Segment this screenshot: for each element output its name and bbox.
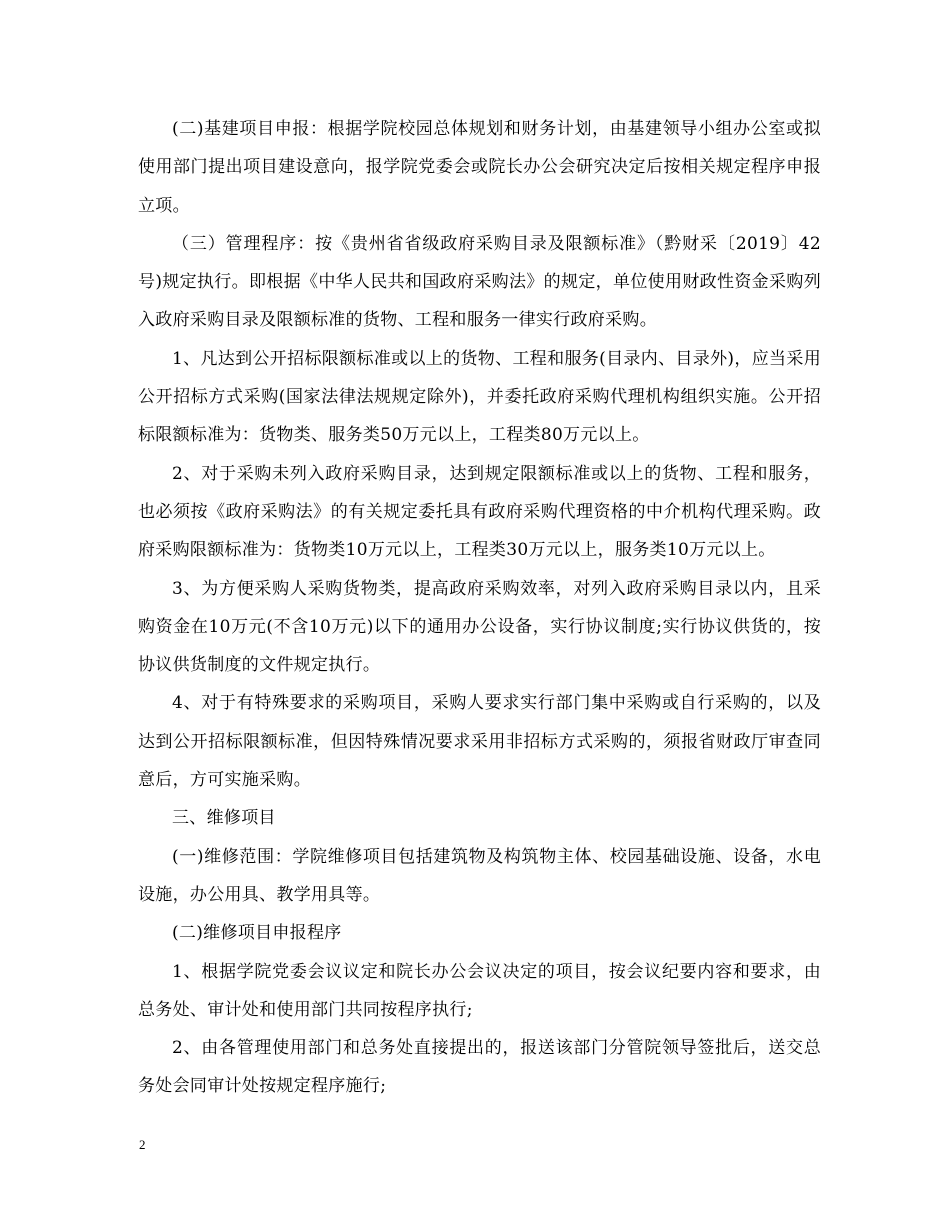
document-body xyxy=(138,110,821,1106)
paragraph-item-3-agreement-supply: 3、为方便采购人采购货物类，提高政府采购效率，对列入政府采购目录以内，且采购资金在10万元(不含10万元)以下的通用办公设备，实行协议制度;实行协议供货的，按协议供货制度的文件规定执行。 xyxy=(138,578,821,676)
subheading-maintenance-application: (二)维修项目申报程序 xyxy=(172,923,342,944)
page-number: 2 xyxy=(139,1137,146,1152)
section-heading-maintenance: 三、维修项目 xyxy=(172,808,276,829)
paragraph-maintenance-item-2: 2、由各管理使用部门和总务处直接提出的，报送该部门分管院领导签批后，送交总务处会同审计处按规定程序施行; xyxy=(138,1038,821,1097)
paragraph-infrastructure-application: (二)基建项目申报：根据学院校园总体规划和财务计划，由基建领导小组办公室或拟使用部门提出项目建设意向，报学院党委会或院长办公会研究决定后按相关规定程序申报立项。 xyxy=(138,119,821,216)
paragraph-item-2-agency-procurement: 2、对于采购未列入政府采购目录，达到规定限额标准或以上的货物、工程和服务，也必须按《政府采购法》的有关规定委托具有政府采购代理资格的中介机构代理采购。政府采购限额标准为：货物类10万元以上，工程类30万元以上，服务类10万元以上。 xyxy=(138,463,821,561)
paragraph-maintenance-scope: (一)维修范围：学院维修项目包括建筑物及构筑物主体、校园基础设施、设备，水电设施，办公用具、教学用具等。 xyxy=(138,846,821,905)
paragraph-maintenance-item-1: 1、根据学院党委会议议定和院长办公会议决定的项目，按会议纪要内容和要求，由总务处、审计处和使用部门共同按程序执行; xyxy=(138,961,821,1020)
paragraph-management-procedure: （三）管理程序：按《贵州省省级政府采购目录及限额标准》（黔财采〔2019〕42号)规定执行。即根据《中华人民共和国政府采购法》的规定，单位使用财政性资金采购列入政府采购目录及限额标准的货物、工程和服务一律实行政府采购。 xyxy=(138,233,821,331)
paragraph-item-4-special-requirements: 4、对于有特殊要求的采购项目，采购人要求实行部门集中采购或自行采购的，以及达到公开招标限额标准，但因特殊情况要求采用非招标方式采购的，须报省财政厅审查同意后，方可实施采购。 xyxy=(138,693,821,791)
paragraph-item-1-public-tender: 1、凡达到公开招标限额标准或以上的货物、工程和服务(目录内、目录外)，应当采用公开招标方式采购(国家法律法规规定除外)，并委托政府采购代理机构组织实施。公开招标限额标准为：货物类、服务类50万元以上，工程类80万元以上。 xyxy=(138,348,821,446)
